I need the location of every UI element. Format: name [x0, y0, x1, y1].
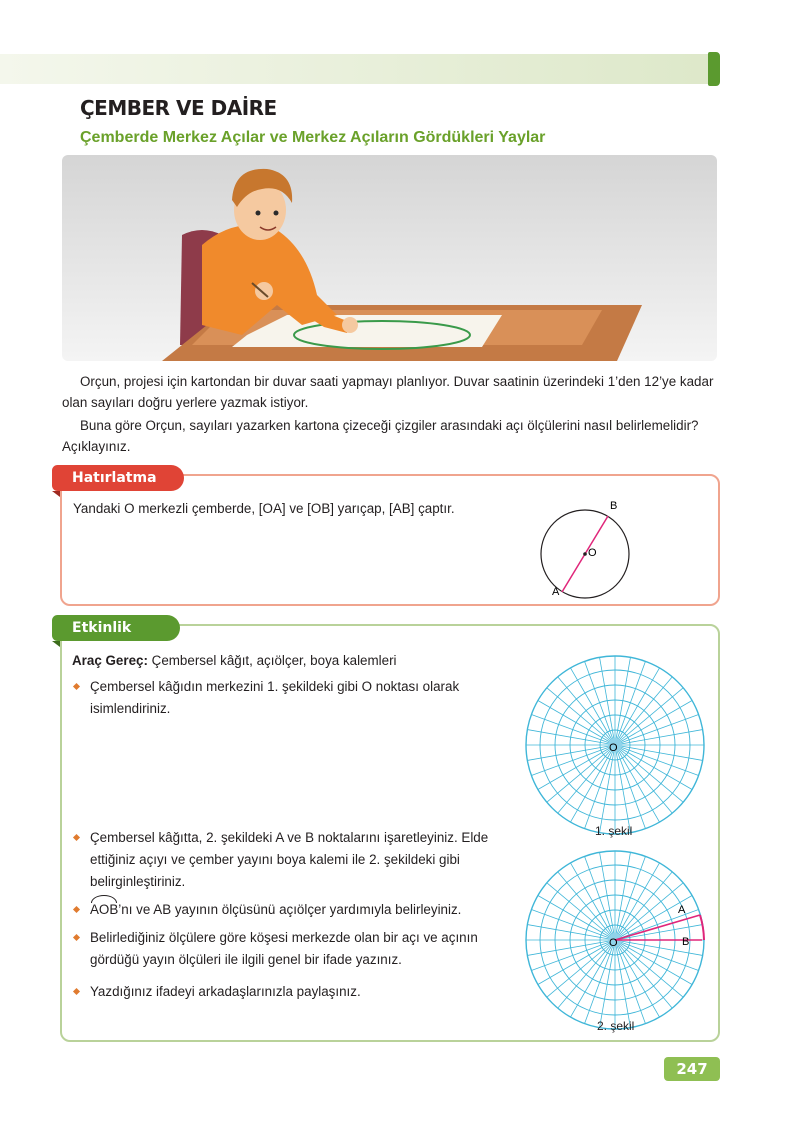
label-a: A: [678, 904, 686, 916]
hatirlatma-tab-fold: [52, 491, 60, 497]
bullet-1: Çembersel kâğıdın merkezini 1. şekildeki gibi O noktası olarak isimlendiriniz.: [72, 676, 520, 720]
polar-grid-figure-2: [525, 850, 705, 1030]
intro-paragraph-1: Orçun, projesi için kartondan bir duvar saati yapmayı planlıyor. Duvar saatinin üzerindeki 1’den 12’ye kadar olan sayıları doğru yerlere yazmak istiyor.: [62, 374, 714, 410]
bullet-3-text: ’nı ve AB yayının ölçüsünü açıölçer yardımıyla belirleyiniz.: [118, 902, 462, 917]
etkinlik-tab-fold: [52, 641, 60, 647]
page-number: 247: [664, 1057, 720, 1081]
label-b: B: [610, 500, 618, 512]
bullet-4: Belirlediğiniz ölçülere göre köşesi merkezde olan bir açı ve açının gördüğü yayın ölçüleri ile ilgili genel bir ifade yazınız.: [72, 927, 520, 971]
label-a: A: [552, 586, 560, 598]
center-label: O: [609, 742, 618, 754]
section-title: Çemberde Merkez Açılar ve Merkez Açıların Gördükleri Yaylar: [80, 129, 546, 146]
boy-drawing-illustration: [62, 155, 717, 361]
arc-ab: [700, 915, 704, 940]
caption-figure-1: 1. şekil: [595, 824, 633, 838]
tools-line: [72, 653, 397, 668]
tools-text: Çembersel kâğıt, açıölçer, boya kalemleri: [147, 653, 397, 668]
bullet-3: [72, 899, 520, 921]
etkinlik-label: Etkinlik: [52, 615, 180, 641]
label-b: B: [682, 936, 690, 948]
bullet-5: Yazdığınız ifadeyi arkadaşlarınızla paylaşınız.: [72, 981, 520, 1003]
header-tab-marker: [708, 52, 720, 86]
label-o: O: [588, 547, 597, 559]
arc-aob: AOB: [90, 899, 118, 921]
chapter-title: ÇEMBER VE DAİRE: [80, 96, 277, 120]
bullet-2: Çembersel kâğıtta, 2. şekildeki A ve B noktalarını işaretleyiniz. Elde ettiğiniz açıyı ve çember yayını boya kalemi ile 2. şekildeki gibi belirginleştiriniz.: [72, 827, 520, 893]
intro-paragraph-2: Buna göre Orçun, sayıları yazarken kartona çizeceği çizgiler arasındaki açı ölçülerini nasıl belirlemelidir? Açıklayınız.: [62, 418, 699, 454]
center-point: [583, 552, 587, 556]
boy-drawing-icon: [62, 155, 717, 361]
header-band: [0, 54, 718, 84]
circle-diameter-figure: [530, 496, 640, 600]
hatirlatma-label: Hatırlatma: [52, 465, 184, 491]
hatirlatma-text: Yandaki O merkezli çemberde, [OA] ve [OB] yarıçap, [AB] çaptır.: [73, 501, 455, 516]
tools-label: Araç Gereç:: [72, 653, 148, 668]
center-label: O: [609, 937, 618, 949]
caption-figure-2: 2. şekil: [597, 1019, 635, 1033]
polar-grid-figure-1: [525, 655, 705, 835]
